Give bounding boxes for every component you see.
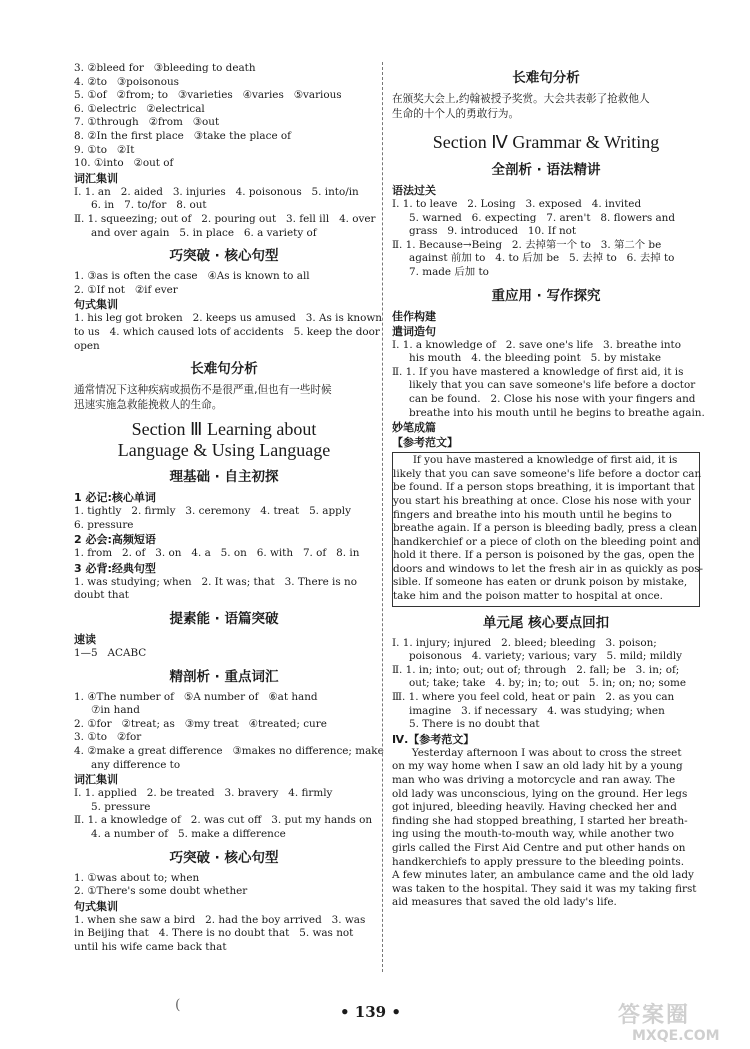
section-heading: 巧突破 · 核心句型 — [169, 248, 279, 265]
answer-line: Ⅰ. 1. to leave 2. Losing 3. exposed 4. invited — [392, 198, 642, 210]
subsection-heading: Ⅳ.【参考范文】 — [392, 732, 475, 746]
subsection-heading: 句式集训 — [74, 899, 118, 913]
answer-line: 1. ①was about to; when — [74, 871, 200, 884]
section-heading: 长难句分析 — [512, 70, 580, 86]
answer-line: 6. ①electric ②electrical — [74, 102, 205, 115]
answer-line: 6. pressure — [74, 518, 134, 531]
section-title: Language & Using Language — [117, 440, 331, 461]
translation-text: 生命的十个人的勇敢行为。 — [392, 108, 520, 120]
section-heading: 巧突破 · 核心句型 — [169, 849, 279, 866]
answer-line: Ⅱ. 1. If you have mastered a knowledge of first aid, it is — [392, 365, 684, 378]
answer-line: 2. ①If not ②if ever — [74, 283, 178, 296]
page-number: • 139 • — [340, 1003, 401, 1021]
answer-line: 4. ②make a great difference ③makes no difference; make — [74, 745, 384, 758]
answer-line-continued: against 前加 to 4. to 后加 be 5. 去掉 to 6. 去掉 to — [409, 252, 675, 265]
subsection-heading: 词汇集训 — [74, 773, 118, 787]
answer-line: 9. ①to ②It — [74, 143, 135, 156]
answer-line: Ⅰ. 1. a knowledge of 2. save one's life 3. breathe into — [392, 338, 681, 351]
subsection-heading: 【参考范文】 — [392, 436, 458, 450]
answer-line: Ⅱ. 1. a knowledge of 2. was cut off 3. put my hands on — [74, 814, 373, 827]
answer-line: 7. ①through ②from ③out — [74, 116, 220, 129]
translation-text: 通常情况下这种疾病或损伤不是很严重,但也有一些时候 — [74, 384, 332, 397]
answer-line: 1. tightly 2. firmly 3. ceremony 4. treat 5. apply — [74, 505, 351, 518]
answer-line: 1. ③as is often the case ④As is known to all — [74, 270, 310, 283]
answer-line: 3. ①to ②for — [74, 731, 142, 744]
answer-line: 1—5 ACABC — [74, 647, 147, 660]
answer-line: 10. ①into ②out of — [74, 157, 174, 170]
subsection-heading: 语法过关 — [392, 184, 436, 197]
answer-line-continued: 5. There is no doubt that — [409, 718, 540, 731]
answer-line-continued: any difference to — [91, 758, 181, 771]
subsection-heading: 遣词造句 — [392, 324, 436, 338]
answer-line: 1. ④The number of ⑤A number of ⑥at hand — [74, 690, 318, 703]
section-heading: 精剖析 · 重点词汇 — [169, 668, 279, 685]
answer-line: Ⅰ. 1. applied 2. be treated 3. bravery 4. firmly — [74, 787, 333, 800]
answer-line: Ⅱ. 1. Because→Being 2. 去掉第一个 to 3. 第二个 be — [392, 238, 662, 251]
subsection-heading: 速读 — [74, 633, 96, 647]
answer-line-continued: and over again 5. in place 6. a variety of — [91, 226, 317, 239]
watermark-logo — [618, 1004, 740, 1044]
section-heading: 长难句分析 — [190, 361, 258, 378]
subsection-heading: 妙笔成篇 — [392, 421, 436, 435]
answer-line-continued: 5. pressure — [91, 800, 151, 813]
subsection-heading: 佳作构建 — [392, 309, 436, 323]
answer-line: 1. was studying; when 2. It was; that 3. There is no — [74, 575, 357, 588]
subsection-heading: 词汇集训 — [74, 171, 118, 185]
answer-line-continued: out; take; take 4. by; in; to; out 5. in; on; no; some — [409, 677, 687, 690]
answer-line: Ⅰ. 1. an 2. aided 3. injuries 4. poisonous 5. into/in — [74, 185, 359, 198]
answer-line: 2. ①for ②treat; as ③my treat ④treated; cure — [74, 717, 327, 730]
answer-line-continued: his mouth 4. the bleeding point 5. by mistake — [409, 352, 662, 365]
model-essay: If you have mastered a knowledge of first aid, it is likely that you can save someone's life before a doctor can be found. If a person stops breathing, it is important that you start his breathing at once. Close his nose with your fingers and breathe into his mouth until he begins to breathe again. If a person is bleeding badly, press a clean handkerchief or a piece of cloth on the bleeding point and hold it there. If a person is poisoned by the gas, open the doors and windows to let the fresh air in as quickly as pos- sible. If someone has eaten or drunk poison by mistake, take him and the poison matter to hospital at once. — [392, 452, 700, 607]
answer-line-continued: can be found. 2. Close his nose with your fingers and — [409, 392, 696, 405]
answer-line-continued: 4. a number of 5. make a difference — [91, 828, 286, 840]
answer-line: in Beijing that 4. There is no doubt that 5. was not — [74, 927, 354, 940]
answer-line: 2. ①There's some doubt whether — [74, 885, 248, 898]
answer-line-continued: 7. made 后加 to — [409, 265, 489, 278]
model-essay: Yesterday afternoon I was about to cross the street on my way home when I saw an old lady hit by a young man who was driving a motorcycle and ran away. The old lady was unconscious, lying on the ground. Her legs got injured, bleeding heavily. Having checked her and finding she had stopped breathing, I started her breath- ing using the mouth-to-mouth way, while another two girls called the First Aid Centre and put other hands on handkerchiefs to apply pressure to the bleeding points. A few minutes later, an ambulance came and the old lady was taken to the hospital. They said it was my taking first aid measures that saved the old lady's life. — [392, 746, 697, 909]
section-title: Section Ⅳ Grammar & Writing — [432, 132, 660, 152]
answer-line-continued: grass 9. introduced 10. If not — [409, 225, 577, 238]
answer-line: Ⅱ. 1. in; into; out; out of; through 2. fall; be 3. in; of; — [392, 663, 680, 676]
answer-line-continued: imagine 3. if necessary 4. was studying; when — [409, 704, 665, 717]
answer-line: 4. ②to ③poisonous — [74, 75, 179, 88]
column-divider — [382, 62, 383, 972]
answer-line: 3. ②bleed for ③bleeding to death — [74, 62, 256, 74]
answer-line: Ⅱ. 1. squeezing; out of 2. pouring out 3. fell ill 4. over — [74, 212, 376, 225]
translation-text: 在颁奖大会上,约翰被授予奖赏。大会共表彰了抢救他人 — [392, 93, 650, 105]
translation-text: 迅速实施急救能挽救人的生命。 — [74, 399, 223, 412]
answer-line: until his wife came back that — [74, 940, 227, 953]
answer-line: 1. from 2. of 3. on 4. a 5. on 6. with 7. of 8. in — [74, 547, 360, 560]
answer-line-continued: likely that you can save someone's life before a doctor — [409, 379, 696, 392]
answer-line-continued: poisonous 4. variety; various; vary 5. mild; mildly — [409, 650, 683, 663]
section-heading: 理基础 · 自主初探 — [169, 469, 279, 486]
answer-line: open — [74, 339, 100, 352]
watermark-line2: MXQE.COM — [632, 1028, 720, 1044]
subsection-heading: 2 必会:高频短语 — [74, 533, 156, 547]
answer-line-continued: 6. in 7. to/for 8. out — [91, 199, 207, 212]
answer-line-continued: breathe into his mouth until he begins to breathe again. — [409, 406, 705, 419]
subsection-heading: 3 必背:经典句型 — [74, 561, 156, 575]
answer-line: doubt that — [74, 589, 129, 602]
section-heading: 重应用 · 写作探究 — [491, 287, 601, 304]
left-column — [74, 62, 384, 955]
answer-line-continued: ⑦in hand — [91, 704, 140, 717]
answer-line: 5. ①of ②from; to ③varieties ④varies ⑤various — [74, 89, 342, 102]
answer-line: 8. ②In the first place ③take the place of — [74, 129, 292, 142]
stray-mark: ( — [175, 997, 181, 1013]
section-heading: 全剖析 · 语法精讲 — [491, 162, 601, 178]
subsection-heading: 句式集训 — [74, 298, 118, 312]
section-heading: 提素能 · 语篇突破 — [169, 611, 279, 628]
answer-line-continued: 5. warned 6. expecting 7. aren't 8. flowers and — [409, 211, 676, 224]
answer-line: 1. his leg got broken 2. keeps us amused 3. As is known — [74, 312, 382, 325]
answer-line: Ⅰ. 1. injury; injured 2. bleed; bleeding 3. poison; — [392, 636, 657, 649]
watermark-line1: 答案圈 — [618, 1003, 691, 1028]
subsection-heading: 1 必记:核心单词 — [74, 491, 156, 505]
answer-line: to us 4. which caused lots of accidents 5. keep the door — [74, 325, 380, 338]
answer-line: 1. when she saw a bird 2. had the boy arrived 3. was — [74, 913, 366, 926]
section-title: Section Ⅲ Learning about — [131, 419, 317, 440]
answer-line: Ⅲ. 1. where you feel cold, heat or pain 2. as you can — [392, 691, 675, 704]
right-column — [392, 62, 705, 910]
section-heading: 单元尾 核心要点回扣 — [482, 614, 610, 631]
